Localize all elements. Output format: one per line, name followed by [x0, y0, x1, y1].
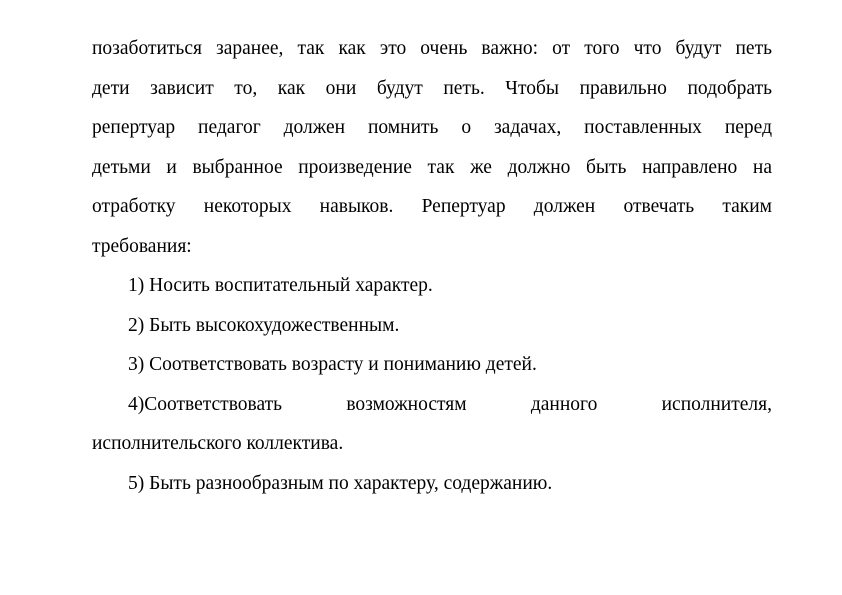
document-text: [92, 29, 772, 503]
paragraph-line: позаботиться заранее, так как это очень важно: от того что будут петь: [92, 38, 772, 59]
paragraph-line: репертуар педагог должен помнить о задачах, поставленных перед: [92, 117, 772, 138]
list-item: 2) Быть высокохудожественным.: [128, 314, 400, 336]
list-item: 3) Соответствовать возрасту и пониманию детей.: [128, 354, 537, 375]
list-item: 4)Соответствовать возможностям данного исполнителя,: [128, 393, 772, 415]
paragraph-line: требования:: [92, 235, 192, 257]
paragraph-line: дети зависит то, как они будут петь. Чтобы правильно подобрать: [92, 77, 772, 99]
list-item: 5) Быть разнообразным по характеру, содержанию.: [128, 472, 553, 494]
list-item: 1) Носить воспитательный характер.: [128, 275, 433, 296]
paragraph-line: отработку некоторых навыков. Репертуар должен отвечать таким: [92, 196, 772, 217]
paragraph-line: детьми и выбранное произведение так же должно быть направлено на: [92, 156, 772, 178]
list-item-continuation: исполнительского коллектива.: [92, 433, 344, 454]
